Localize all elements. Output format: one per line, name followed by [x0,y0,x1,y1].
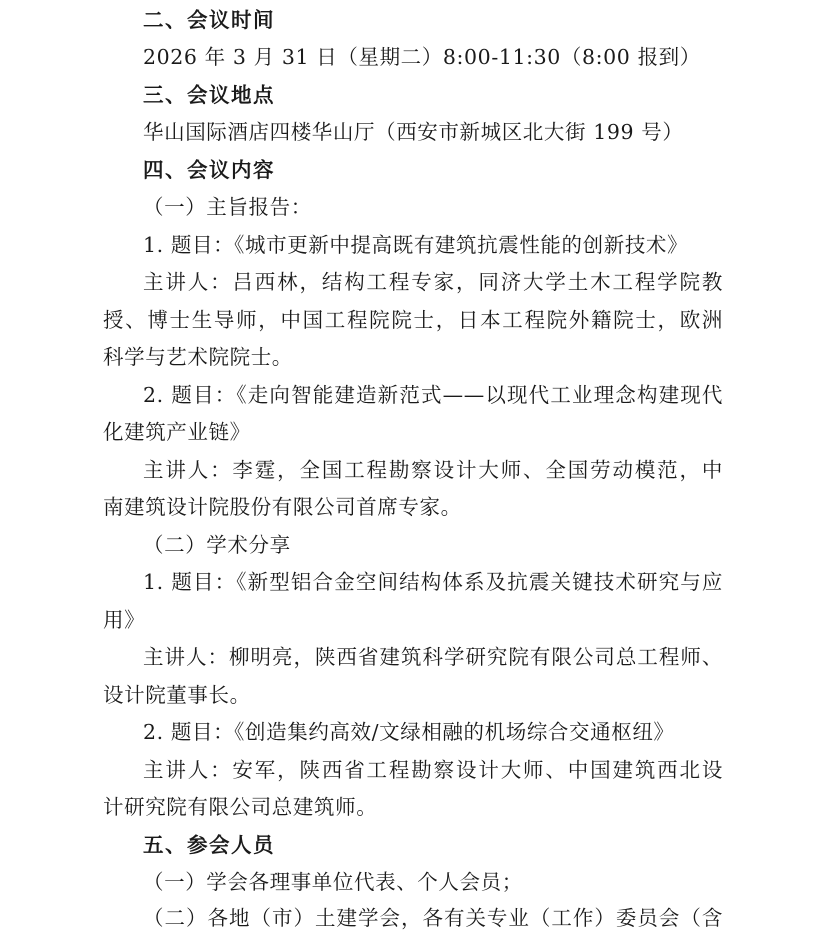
section-heading-meeting-content: 四、会议内容 [143,158,275,182]
keynote-2-speaker-line-2: 南建筑设计院股份有限公司首席专家。 [103,495,462,519]
keynote-2-speaker-line-1: 主讲人：李霆，全国工程勘察设计大师、全国劳动模范，中 [143,458,723,482]
section-heading-meeting-time: 二、会议时间 [143,8,275,32]
section-heading-meeting-location: 三、会议地点 [143,83,275,107]
keynote-1-title: 1. 题目：《城市更新中提高既有建筑抗震性能的创新技术》 [143,233,689,257]
subheading-keynote-reports: （一）主旨报告： [143,195,312,219]
sharing-1-speaker-line-1: 主讲人：柳明亮，陕西省建筑科学研究院有限公司总工程师、 [143,645,723,669]
participants-item-2: （二）各地（市）土建学会，各有关专业（工作）委员会（含 [143,906,723,930]
sharing-1-title-line-1: 1. 题目：《新型铝合金空间结构体系及抗震关键技术研究与应 [143,570,723,594]
keynote-1-speaker-line-3: 科学与艺术院院士。 [103,345,293,369]
sharing-2-speaker-line-1: 主讲人：安军，陕西省工程勘察设计大师、中国建筑西北设 [143,758,723,782]
section-heading-participants: 五、参会人员 [143,833,275,857]
keynote-1-speaker-line-1: 主讲人：吕西林，结构工程专家，同济大学土木工程学院教 [143,270,723,294]
meeting-time-text: 2026 年 3 月 31 日（星期二）8:00-11:30（8:00 报到） [143,45,701,69]
sharing-2-speaker-line-2: 计研究院有限公司总建筑师。 [103,795,378,819]
subheading-academic-sharing: （二）学术分享 [143,533,291,557]
keynote-2-title-line-1: 2. 题目：《走向智能建造新范式——以现代工业理念构建现代 [143,383,723,407]
sharing-2-title: 2. 题目：《创造集约高效/文绿相融的机场综合交通枢纽》 [143,720,675,744]
keynote-2-title-line-2: 化建筑产业链》 [103,420,251,444]
sharing-1-speaker-line-2: 设计院董事长。 [103,683,251,707]
meeting-location-text: 华山国际酒店四楼华山厅（西安市新城区北大街 199 号） [143,120,684,144]
keynote-1-speaker-line-2: 授、博士生导师，中国工程院院士，日本工程院外籍院士，欧洲 [103,308,723,332]
sharing-1-title-line-2: 用》 [103,608,146,632]
participants-item-1: （一）学会各理事单位代表、个人会员； [143,870,523,894]
